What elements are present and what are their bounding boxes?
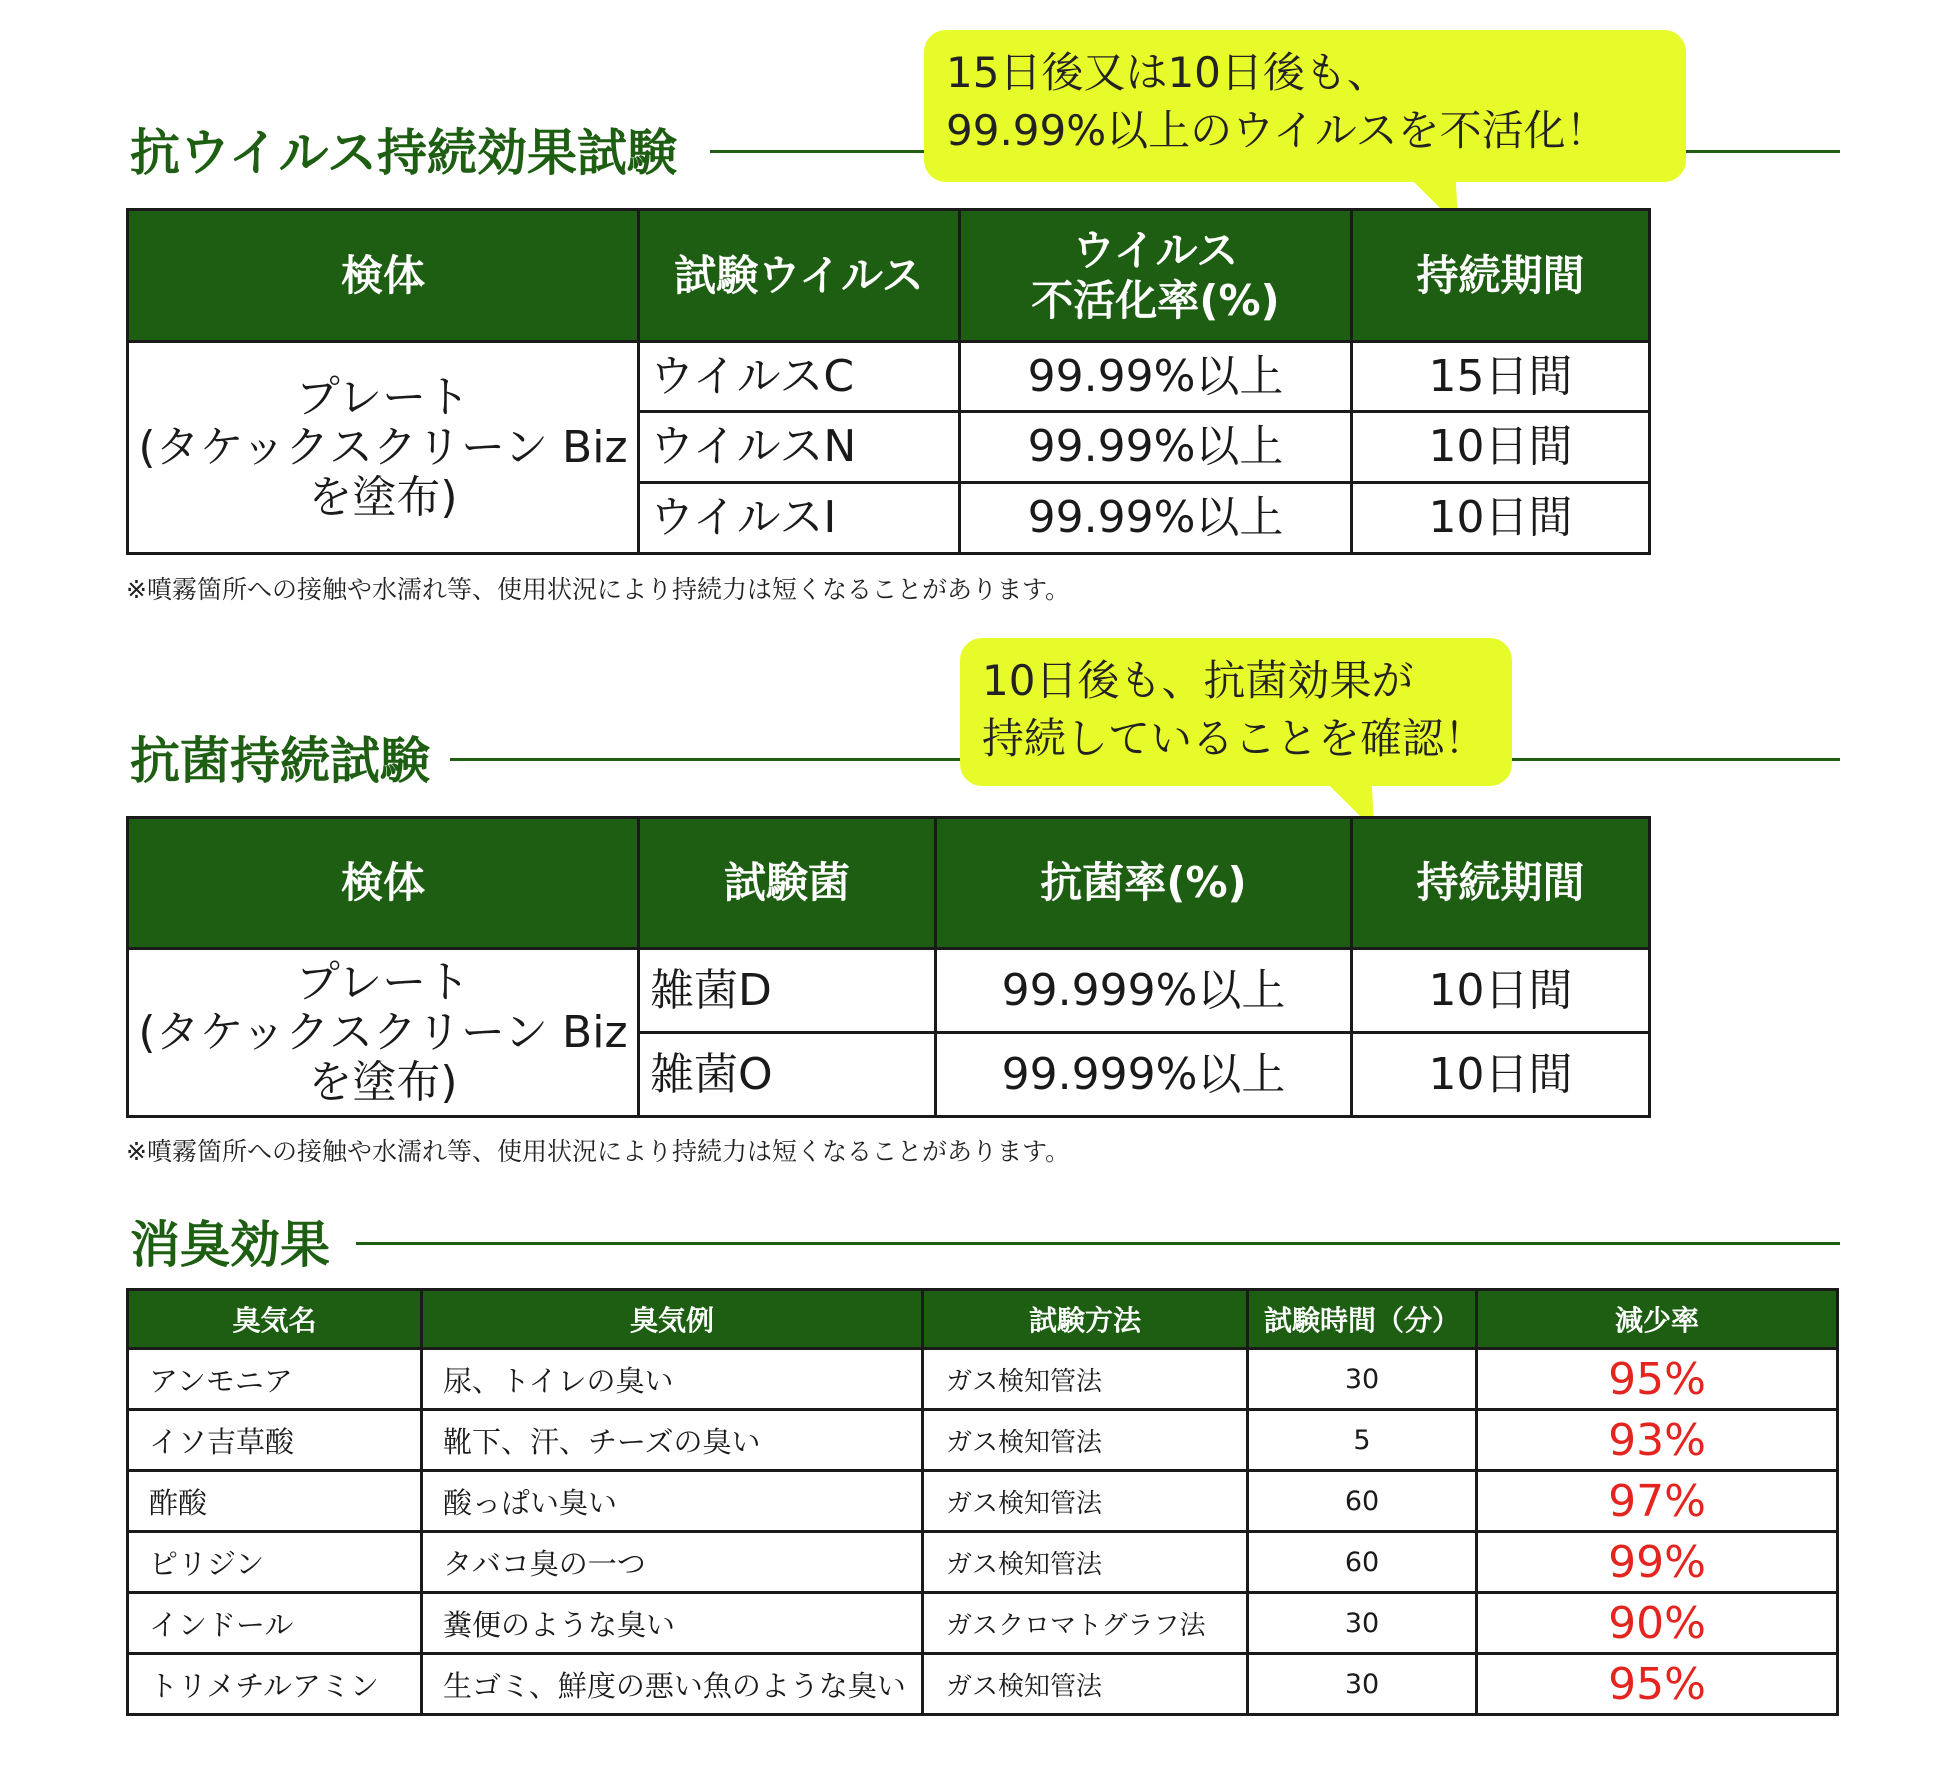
header-antibacterial-rate: 抗菌率(%) <box>936 818 1352 949</box>
test-time: 30 <box>1248 1593 1477 1654</box>
deodorizing-table <box>126 1288 1839 1716</box>
test-time: 30 <box>1248 1349 1477 1410</box>
antibacterial-rate: 99.999%以上 <box>936 1033 1352 1117</box>
sample-line: (タケックスクリーン Biz <box>138 1006 628 1058</box>
sample-cell <box>128 342 639 554</box>
header-duration: 持続期間 <box>1352 818 1650 949</box>
sample-line: プレート <box>295 956 471 1008</box>
section-title-deodorizing: 消臭効果 <box>130 1216 330 1274</box>
header-test-bacteria: 試験菌 <box>639 818 936 949</box>
test-time: 5 <box>1248 1410 1477 1471</box>
odor-name: アンモニア <box>128 1349 422 1410</box>
section-rule <box>356 1242 1840 1245</box>
footnote: ※噴霧箇所への接触や水濡れ等、使用状況により持続力は短くなることがあります。 <box>126 575 1070 604</box>
odor-name: ピリジン <box>128 1532 422 1593</box>
test-method: ガス検知管法 <box>923 1410 1248 1471</box>
table-row <box>128 1471 1838 1532</box>
odor-example: 生ゴミ、鮮度の悪い魚のような臭い <box>422 1654 923 1715</box>
reduction-rate: 99% <box>1477 1532 1838 1593</box>
callout-line: 持続していることを確認！ <box>982 714 1487 763</box>
sample-line: を塗布) <box>308 1056 458 1108</box>
footnote: ※噴霧箇所への接触や水濡れ等、使用状況により持続力は短くなることがあります。 <box>126 1137 1070 1166</box>
callout-line: 15日後又は10日後も、 <box>946 48 1389 97</box>
odor-example: 酸っぱい臭い <box>422 1471 923 1532</box>
section-title-antibacterial: 抗菌持続試験 <box>130 732 430 790</box>
callout-bubble-antibacterial <box>960 638 1512 786</box>
sample-line: (タケックスクリーン Biz <box>138 421 628 473</box>
duration: 10日間 <box>1352 483 1650 554</box>
antibacterial-table <box>126 816 1651 1118</box>
odor-example: 糞便のような臭い <box>422 1593 923 1654</box>
header-sample: 検体 <box>128 818 639 949</box>
reduction-rate: 93% <box>1477 1410 1838 1471</box>
antivirus-table <box>126 208 1651 555</box>
header-sample: 検体 <box>128 210 639 342</box>
virus-name: ウイルスI <box>639 483 960 554</box>
header-odor-example: 臭気例 <box>422 1290 923 1349</box>
inactivation-rate: 99.99%以上 <box>960 412 1352 483</box>
table-row <box>128 1654 1838 1715</box>
section-title-antivirus: 抗ウイルス持続効果試験 <box>130 124 677 182</box>
test-method: ガス検知管法 <box>923 1349 1248 1410</box>
odor-example: 靴下、汗、チーズの臭い <box>422 1410 923 1471</box>
odor-name: トリメチルアミン <box>128 1654 422 1715</box>
header-duration: 持続期間 <box>1352 210 1650 342</box>
header-test-virus: 試験ウイルス <box>639 210 960 342</box>
virus-name: ウイルスC <box>639 342 960 412</box>
odor-name: イソ吉草酸 <box>128 1410 422 1471</box>
callout-bubble-antivirus <box>924 30 1686 182</box>
header-line: 不活化率(%) <box>1031 275 1280 325</box>
sample-line: プレート <box>295 371 471 423</box>
virus-name: ウイルスN <box>639 412 960 483</box>
test-method: ガス検知管法 <box>923 1471 1248 1532</box>
callout-line: 10日後も、抗菌効果が <box>982 656 1414 705</box>
test-method: ガス検知管法 <box>923 1654 1248 1715</box>
test-time: 30 <box>1248 1654 1477 1715</box>
reduction-rate: 90% <box>1477 1593 1838 1654</box>
test-time: 60 <box>1248 1532 1477 1593</box>
bacteria-name: 雑菌O <box>639 1033 936 1117</box>
reduction-rate: 95% <box>1477 1654 1838 1715</box>
odor-name: 酢酸 <box>128 1471 422 1532</box>
table-row <box>128 1593 1838 1654</box>
odor-name: インドール <box>128 1593 422 1654</box>
duration: 10日間 <box>1352 412 1650 483</box>
header-test-time: 試験時間（分） <box>1248 1290 1477 1349</box>
sample-line: を塗布) <box>308 471 458 523</box>
test-time: 60 <box>1248 1471 1477 1532</box>
bacteria-name: 雑菌D <box>639 949 936 1033</box>
header-reduction-rate: 減少率 <box>1477 1290 1838 1349</box>
table-row <box>128 1532 1838 1593</box>
inactivation-rate: 99.99%以上 <box>960 483 1352 554</box>
reduction-rate: 95% <box>1477 1349 1838 1410</box>
test-method: ガス検知管法 <box>923 1532 1248 1593</box>
duration: 10日間 <box>1352 1033 1650 1117</box>
sample-cell <box>128 949 639 1117</box>
callout-line: 99.99%以上のウイルスを不活化！ <box>946 106 1608 155</box>
table-row <box>128 1349 1838 1410</box>
test-method: ガスクロマトグラフ法 <box>923 1593 1248 1654</box>
duration: 10日間 <box>1352 949 1650 1033</box>
antibacterial-rate: 99.999%以上 <box>936 949 1352 1033</box>
reduction-rate: 97% <box>1477 1471 1838 1532</box>
duration: 15日間 <box>1352 342 1650 412</box>
header-test-method: 試験方法 <box>923 1290 1248 1349</box>
table-row <box>128 1410 1838 1471</box>
header-line: ウイルス <box>1072 225 1239 275</box>
inactivation-rate: 99.99%以上 <box>960 342 1352 412</box>
odor-example: 尿、トイレの臭い <box>422 1349 923 1410</box>
header-inactivation-rate <box>960 210 1352 342</box>
header-odor-name: 臭気名 <box>128 1290 422 1349</box>
odor-example: タバコ臭の一つ <box>422 1532 923 1593</box>
